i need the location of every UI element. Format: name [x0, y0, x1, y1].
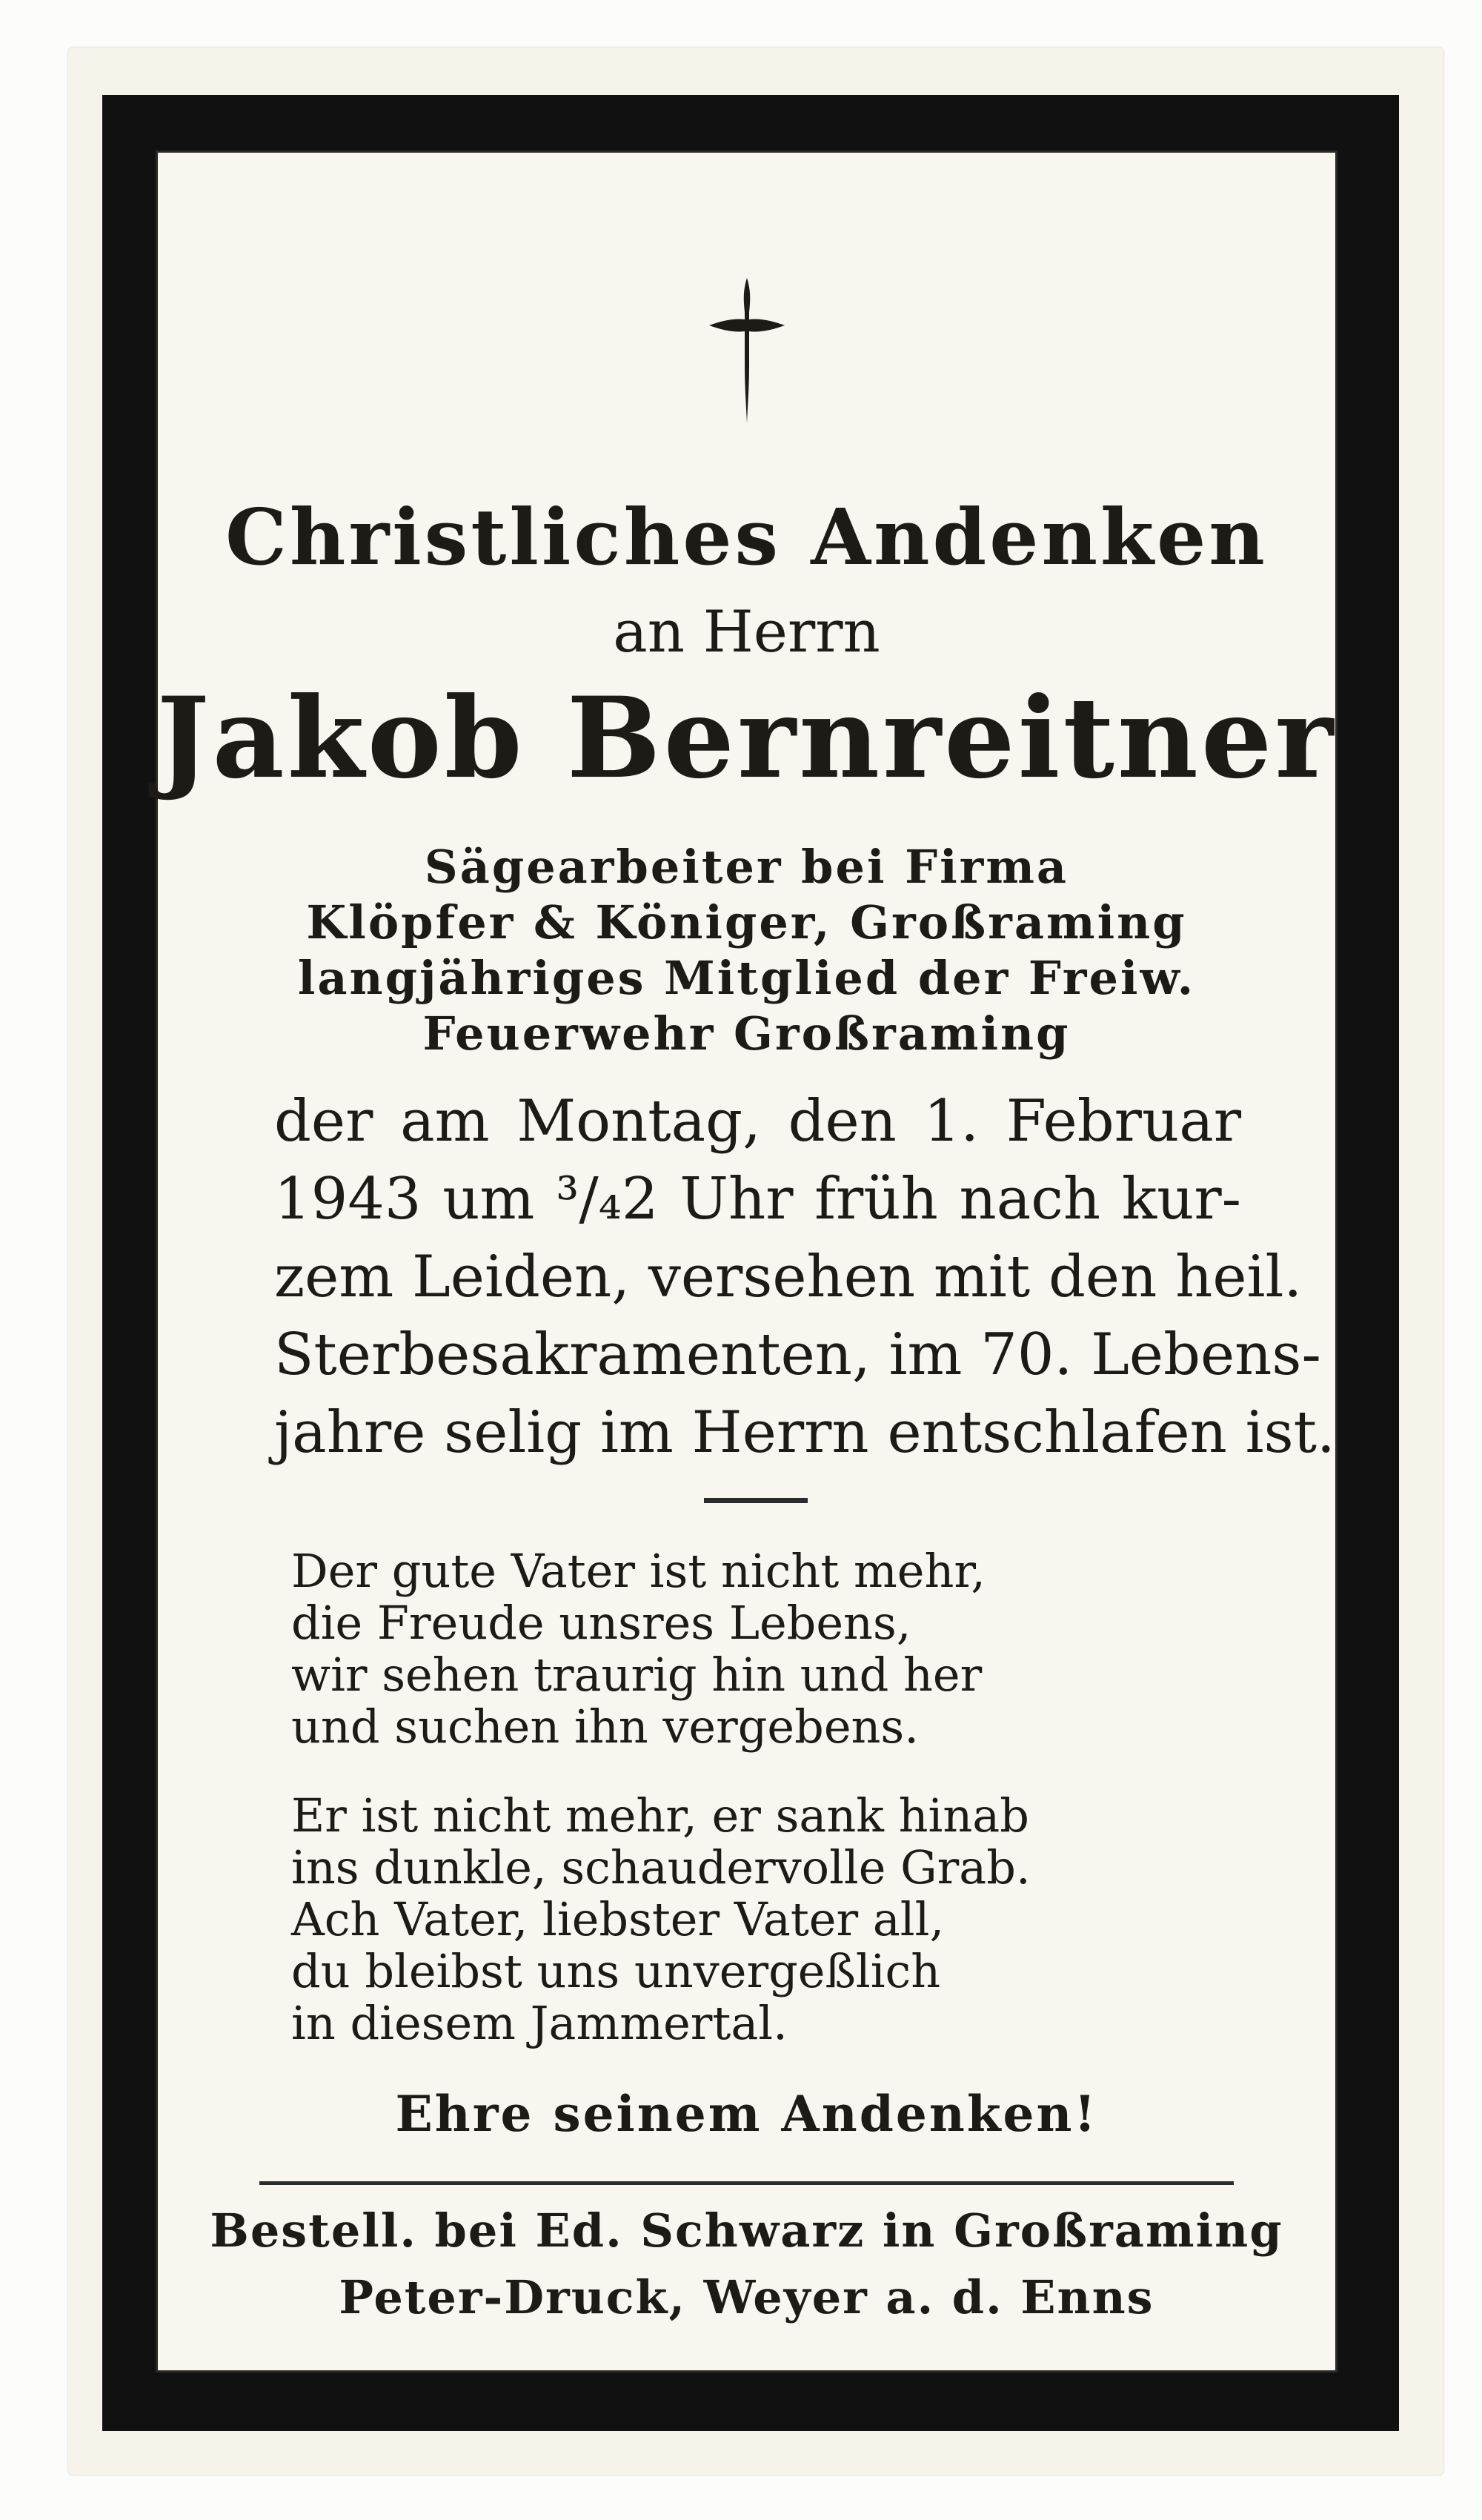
poem-line: wir sehen traurig hin und her [291, 1648, 983, 1702]
card-content [156, 150, 1338, 2373]
card-title: Christliches Andenken [225, 491, 1268, 583]
poem-line: und suchen ihn vergebens. [291, 1700, 919, 1754]
occupation-line: Klöpfer & Königer, Großraming [306, 895, 1187, 949]
occupation-line: langjähriges Mitglied der Freiw. [297, 951, 1196, 1005]
short-divider [704, 1498, 808, 1503]
occupation-line: Sägearbeiter bei Firma [424, 840, 1069, 894]
printer-line: Bestell. bei Ed. Schwarz in Großraming [210, 2204, 1283, 2258]
death-notice-line: Sterbesakramenten, im 70. Lebens- [274, 1322, 1321, 1388]
poem-line: Ach Vater, liebster Vater all, [291, 1892, 945, 1946]
death-notice-line: der am Montag, den 1. Februar [274, 1088, 1241, 1155]
cross-icon [706, 276, 788, 425]
death-notice-line: zem Leiden, versehen mit den heil. [274, 1244, 1303, 1310]
deceased-name: Jakob Bernreitner [156, 673, 1337, 803]
poem-line: ins dunkle, schaudervolle Grab. [291, 1840, 1031, 1894]
poem-line: Der gute Vater ist nicht mehr, [291, 1544, 986, 1598]
card-subtitle: an Herrn [613, 599, 880, 666]
closing-line: Ehre seinem Andenken! [395, 2085, 1098, 2143]
death-notice-line: 1943 um ³/₄2 Uhr früh nach kur- [274, 1166, 1241, 1233]
poem-line: du bleibst uns unvergeßlich [291, 1944, 941, 1998]
poem-line: in diesem Jammertal. [291, 1996, 788, 2050]
occupation-line: Feuerwehr Großraming [422, 1007, 1071, 1061]
printer-line: Peter-Druck, Weyer a. d. Enns [339, 2270, 1154, 2324]
footer-divider [259, 2181, 1234, 2185]
death-notice-line: jahre selig im Herrn entschlafen ist. [274, 1399, 1335, 1466]
poem-line: die Freude unsres Lebens, [291, 1596, 911, 1650]
poem-line: Er ist nicht mehr, er sank hinab [291, 1788, 1029, 1843]
